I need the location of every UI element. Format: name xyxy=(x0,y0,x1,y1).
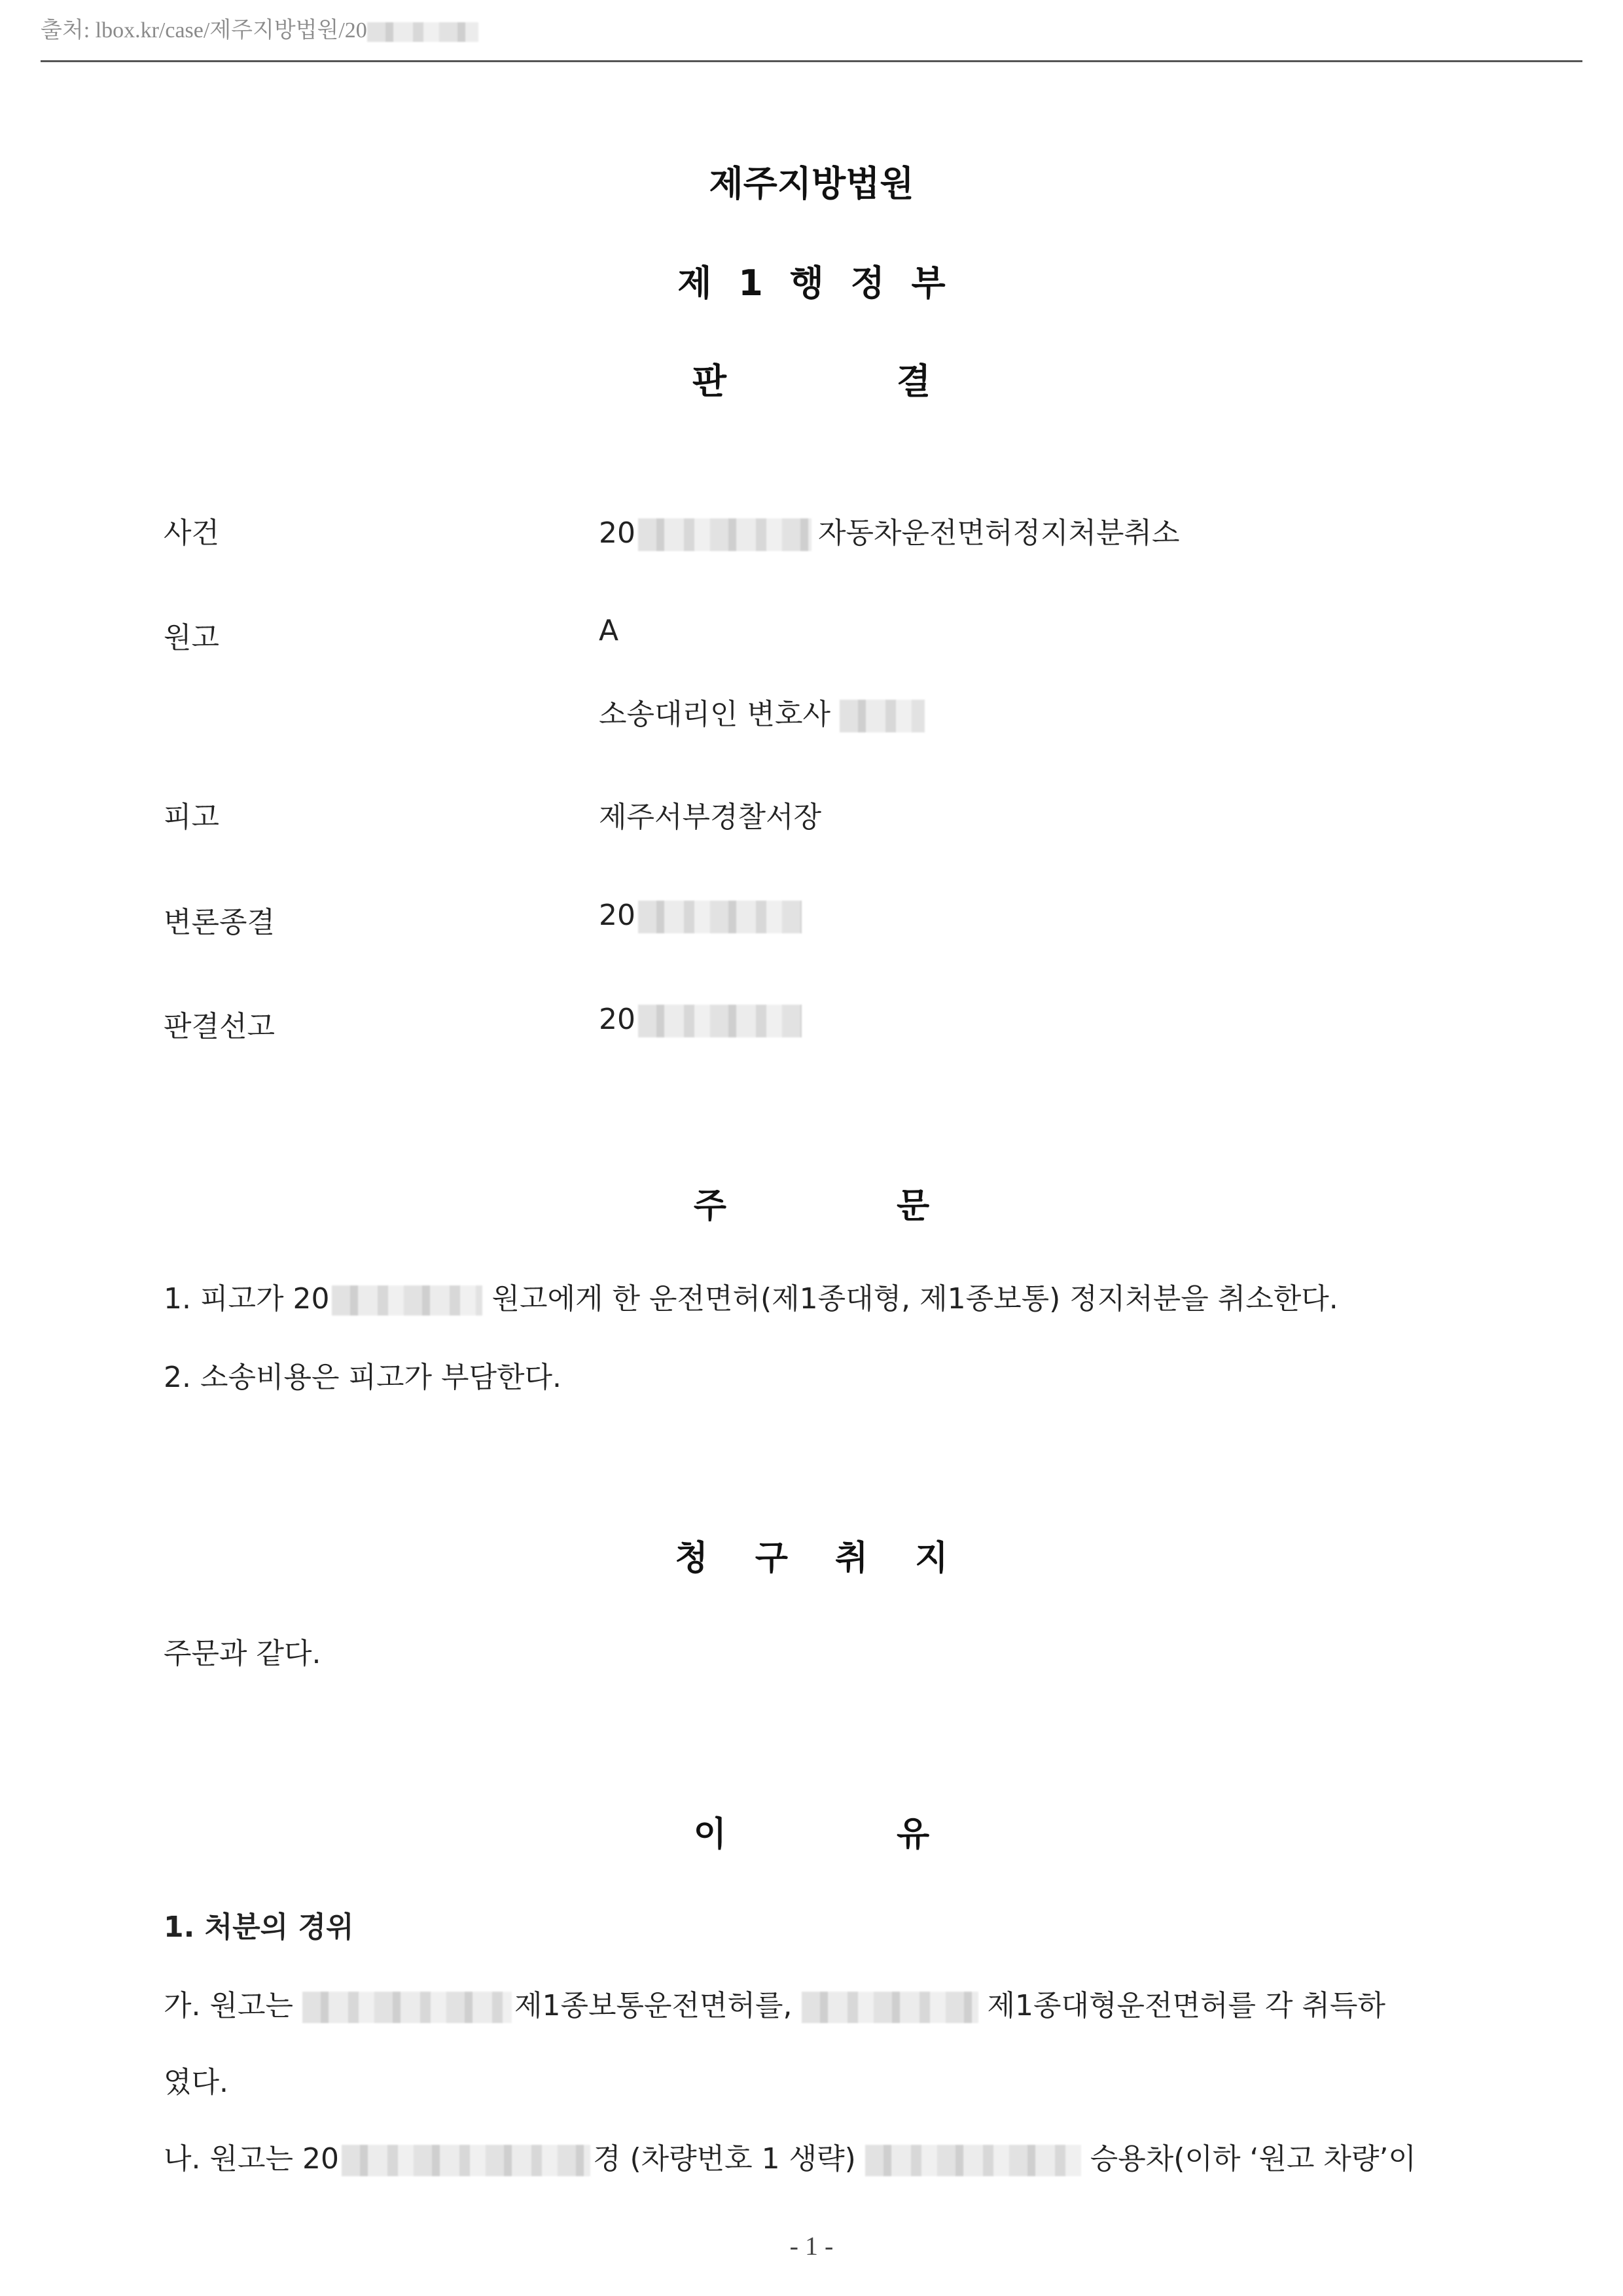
redacted-block xyxy=(638,901,802,933)
source-url: 출처: lbox.kr/case/제주지방법원/20 xyxy=(41,18,367,43)
order-item-1 xyxy=(164,1275,1338,1317)
claim-title xyxy=(0,1530,1623,1579)
order-item-1-end: 원고에게 한 운전면허(제1종대형, 제1종보통) 정지처분을 취소한다. xyxy=(491,1282,1338,1316)
order-title-left: 주 xyxy=(693,1187,726,1226)
close-date-prefix: 20 xyxy=(599,899,635,932)
redacted-block xyxy=(302,1992,512,2023)
source-header xyxy=(41,12,478,44)
document-type-left: 판 xyxy=(692,361,726,402)
defendant-value: 제주서부경찰서장 xyxy=(599,800,822,834)
reason-para-na xyxy=(164,2135,1416,2177)
close-value xyxy=(599,899,802,933)
redacted-block xyxy=(342,2145,590,2176)
order-item-2: 2. 소송비용은 피고가 부담한다. xyxy=(164,1361,562,1394)
header-divider xyxy=(41,60,1582,62)
reason-na-end: 승용차(이하 ‘원고 차량’이 xyxy=(1090,2142,1416,2176)
reason-para-ga-cont: 였다. xyxy=(164,2066,228,2099)
redacted-block xyxy=(367,22,478,42)
reason-ga-start: 가. 원고는 xyxy=(164,1989,293,2022)
page-number: - 1 - xyxy=(789,2231,834,2261)
redacted-block xyxy=(840,700,925,732)
claim-text: 주문과 같다. xyxy=(164,1637,321,1670)
order-title-right: 문 xyxy=(897,1187,930,1226)
redacted-block xyxy=(865,2145,1081,2176)
sentence-label: 판결선고 xyxy=(164,1010,276,1043)
redacted-block xyxy=(802,1992,978,2023)
sentence-date-prefix: 20 xyxy=(599,1003,635,1036)
plaintiff-value: A xyxy=(599,614,619,647)
claim-title-char: 구 xyxy=(755,1539,788,1578)
redacted-block xyxy=(332,1285,482,1316)
close-label: 변론종결 xyxy=(164,906,276,939)
court-name: 제주지방법원 xyxy=(709,163,914,204)
redacted-block xyxy=(638,1005,802,1037)
reason-heading-1: 1. 처분의 경위 xyxy=(164,1910,354,1944)
reason-para-ga xyxy=(164,1982,1385,2024)
document-type-right: 결 xyxy=(897,361,931,402)
reason-title xyxy=(0,1806,1623,1856)
reason-title-right: 유 xyxy=(897,1815,930,1854)
case-title: 자동차운전면허정지처분취소 xyxy=(818,516,1180,550)
sentence-value xyxy=(599,1003,802,1037)
case-number-prefix: 20 xyxy=(599,516,635,550)
counsel-label: 소송대리인 변호사 xyxy=(599,698,831,731)
document-type xyxy=(0,353,1623,404)
defendant-label: 피고 xyxy=(164,800,220,834)
division-name: 제 1 행 정 부 xyxy=(677,262,946,304)
case-label: 사건 xyxy=(164,516,220,550)
reason-ga-end: 제1종대형운전면허를 각 취득하 xyxy=(987,1989,1386,2022)
claim-title-char: 취 xyxy=(835,1539,868,1578)
reason-title-left: 이 xyxy=(693,1815,726,1854)
reason-ga-middle: 제1종보통운전면허를, xyxy=(514,1989,793,2022)
plaintiff-counsel xyxy=(599,691,925,732)
reason-na-middle: 경 (차량번호 1 생략) xyxy=(592,2142,856,2176)
order-title xyxy=(0,1178,1623,1227)
order-item-1-start: 1. 피고가 20 xyxy=(164,1282,330,1316)
redacted-block xyxy=(638,518,812,551)
plaintiff-label: 원고 xyxy=(164,621,220,655)
reason-na-start: 나. 원고는 20 xyxy=(164,2142,339,2176)
case-value xyxy=(599,509,1180,551)
claim-title-char: 지 xyxy=(915,1539,948,1578)
claim-title-char: 청 xyxy=(675,1539,708,1578)
